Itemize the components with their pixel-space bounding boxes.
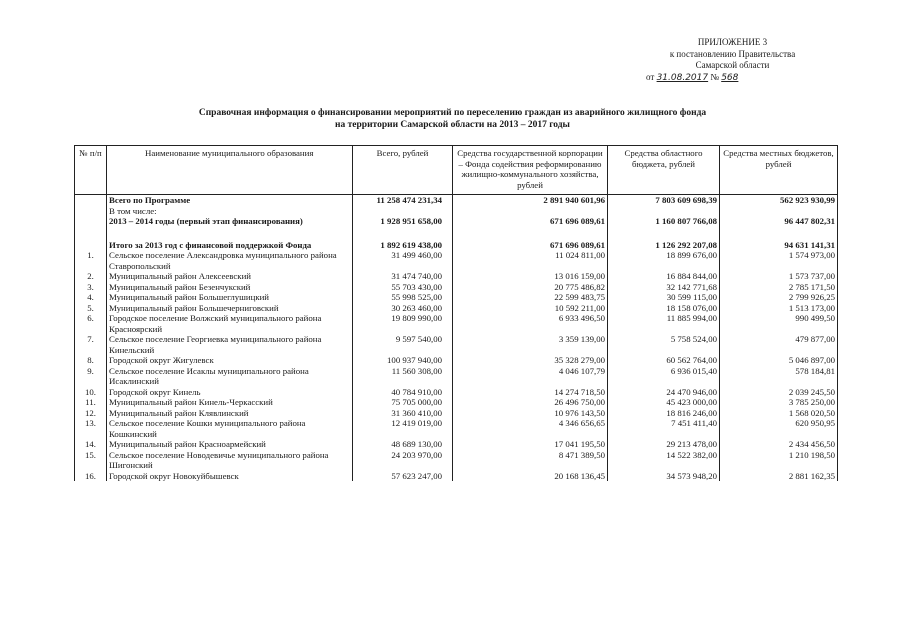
municipality-name: Городской округ Жигулевск bbox=[107, 355, 353, 366]
header-fund: Средства государственной корпорации – Фонда содействия реформированию жилищно-коммунального хозяйства, рублей bbox=[453, 146, 608, 195]
row-fund: 20 168 136,45 bbox=[453, 471, 608, 482]
row-fund: 26 496 750,00 bbox=[453, 397, 608, 408]
row-number: 10. bbox=[75, 387, 107, 398]
title-line-1: Справочная информация о финансировании мероприятий по переселению граждан из аварийного жилищного фонда bbox=[198, 108, 707, 118]
row-number: 14. bbox=[75, 439, 107, 450]
row-total: 31 499 460,00 bbox=[353, 250, 453, 271]
row-total: 55 998 525,00 bbox=[353, 292, 453, 303]
row-number: 2. bbox=[75, 271, 107, 282]
table-row bbox=[75, 334, 838, 355]
municipality-name: Городское поселение Волжский муниципального района Красноярский bbox=[107, 313, 353, 334]
summary-local: 562 923 930,99 bbox=[720, 195, 838, 206]
table-row bbox=[75, 355, 838, 366]
summary-total: 1 892 619 438,00 bbox=[353, 240, 453, 251]
table-row bbox=[75, 408, 838, 419]
row-total: 30 263 460,00 bbox=[353, 303, 453, 314]
row-total: 11 560 308,00 bbox=[353, 366, 453, 387]
appendix-date-line bbox=[640, 72, 825, 85]
number-prefix: № bbox=[710, 71, 719, 82]
summary-name: Всего по Программе bbox=[107, 195, 353, 206]
summary-local: 96 447 802,31 bbox=[720, 216, 838, 227]
title-line-2: на территории Самарской области на 2013 – 2017 годы bbox=[335, 120, 570, 130]
row-local: 1 573 737,00 bbox=[720, 271, 838, 282]
row-local: 2 039 245,50 bbox=[720, 387, 838, 398]
row-total: 100 937 940,00 bbox=[353, 355, 453, 366]
municipality-name: Муниципальный район Безенчукский bbox=[107, 282, 353, 293]
handwritten-date: 31.08.2017 bbox=[656, 72, 709, 83]
row-number: 6. bbox=[75, 313, 107, 334]
row-fund: 8 471 389,50 bbox=[453, 450, 608, 471]
row-local: 620 950,95 bbox=[720, 418, 838, 439]
handwritten-number: 568 bbox=[721, 72, 739, 83]
row-local: 1 574 973,00 bbox=[720, 250, 838, 271]
table-row bbox=[75, 250, 838, 271]
row-local: 5 046 897,00 bbox=[720, 355, 838, 366]
row-number: 12. bbox=[75, 408, 107, 419]
header-name: Наименование муниципального образования bbox=[107, 146, 353, 195]
table-row bbox=[75, 387, 838, 398]
summary-fund: 671 696 089,61 bbox=[453, 216, 608, 227]
row-local: 1 568 020,50 bbox=[720, 408, 838, 419]
municipality-name: Городской округ Кинель bbox=[107, 387, 353, 398]
summary-row-total bbox=[75, 195, 838, 206]
municipality-name: Муниципальный район Алексеевский bbox=[107, 271, 353, 282]
row-number: 3. bbox=[75, 282, 107, 293]
summary-regional: 1 126 292 207,08 bbox=[608, 240, 720, 251]
row-fund: 3 359 139,00 bbox=[453, 334, 608, 355]
row-local: 2 881 162,35 bbox=[720, 471, 838, 482]
summary-row-2013 bbox=[75, 240, 838, 251]
row-regional: 18 158 076,00 bbox=[608, 303, 720, 314]
row-total: 55 703 430,00 bbox=[353, 282, 453, 293]
row-regional: 18 816 246,00 bbox=[608, 408, 720, 419]
appendix-block bbox=[640, 37, 825, 84]
table-row bbox=[75, 313, 838, 334]
summary-local: 94 631 141,31 bbox=[720, 240, 838, 251]
row-local: 2 785 171,50 bbox=[720, 282, 838, 293]
summary-total: 11 258 474 231,34 bbox=[353, 195, 453, 206]
row-fund: 4 346 656,65 bbox=[453, 418, 608, 439]
summary-row-stage1 bbox=[75, 216, 838, 227]
municipality-name: Сельское поселение Кошки муниципального района Кошкинский bbox=[107, 418, 353, 439]
header-regional: Средства областного бюджета, рублей bbox=[608, 146, 720, 195]
spacer-row bbox=[75, 227, 838, 240]
row-total: 9 597 540,00 bbox=[353, 334, 453, 355]
row-fund: 10 592 211,00 bbox=[453, 303, 608, 314]
summary-fund: 2 891 940 601,96 bbox=[453, 195, 608, 206]
row-number: 5. bbox=[75, 303, 107, 314]
row-fund: 17 041 195,50 bbox=[453, 439, 608, 450]
row-regional: 24 470 946,00 bbox=[608, 387, 720, 398]
row-local: 1 513 173,00 bbox=[720, 303, 838, 314]
row-number: 11. bbox=[75, 397, 107, 408]
row-fund: 13 016 159,00 bbox=[453, 271, 608, 282]
table-row bbox=[75, 282, 838, 293]
municipality-name: Муниципальный район Большечерниговский bbox=[107, 303, 353, 314]
row-number: 15. bbox=[75, 450, 107, 471]
row-regional: 30 599 115,00 bbox=[608, 292, 720, 303]
header-total: Всего, рублей bbox=[353, 146, 453, 195]
row-local: 1 210 198,50 bbox=[720, 450, 838, 471]
row-total: 40 784 910,00 bbox=[353, 387, 453, 398]
row-regional: 18 899 676,00 bbox=[608, 250, 720, 271]
appendix-decree-line: к постановлению Правительства bbox=[669, 48, 796, 59]
header-num: № п/п bbox=[75, 146, 107, 195]
row-total: 19 809 990,00 bbox=[353, 313, 453, 334]
row-local: 578 184,81 bbox=[720, 366, 838, 387]
summary-name: В том числе: bbox=[107, 206, 353, 217]
row-total: 31 360 410,00 bbox=[353, 408, 453, 419]
summary-row-including bbox=[75, 206, 838, 217]
table-row bbox=[75, 292, 838, 303]
row-regional: 45 423 000,00 bbox=[608, 397, 720, 408]
table-row bbox=[75, 450, 838, 471]
row-regional: 5 758 524,00 bbox=[608, 334, 720, 355]
row-fund: 11 024 811,00 bbox=[453, 250, 608, 271]
table-header bbox=[75, 146, 838, 195]
row-regional: 7 451 411,40 bbox=[608, 418, 720, 439]
row-number: 7. bbox=[75, 334, 107, 355]
row-regional: 14 522 382,00 bbox=[608, 450, 720, 471]
summary-regional: 1 160 807 766,08 bbox=[608, 216, 720, 227]
row-number: 8. bbox=[75, 355, 107, 366]
municipality-rows bbox=[75, 250, 838, 481]
row-local: 2 434 456,50 bbox=[720, 439, 838, 450]
row-number: 1. bbox=[75, 250, 107, 271]
row-fund: 6 933 496,50 bbox=[453, 313, 608, 334]
row-fund: 10 976 143,50 bbox=[453, 408, 608, 419]
row-regional: 11 885 994,00 bbox=[608, 313, 720, 334]
summary-name: Итого за 2013 год с финансовой поддержкой Фонда bbox=[107, 240, 353, 251]
row-number: 16. bbox=[75, 471, 107, 482]
row-regional: 6 936 015,40 bbox=[608, 366, 720, 387]
municipality-name: Муниципальный район Кинель-Черкасский bbox=[107, 397, 353, 408]
municipality-name: Муниципальный район Большеглушицкий bbox=[107, 292, 353, 303]
row-fund: 22 599 483,75 bbox=[453, 292, 608, 303]
row-regional: 60 562 764,00 bbox=[608, 355, 720, 366]
row-total: 12 419 019,00 bbox=[353, 418, 453, 439]
row-regional: 29 213 478,00 bbox=[608, 439, 720, 450]
municipality-name: Сельское поселение Новодевичье муниципального района Шигонский bbox=[107, 450, 353, 471]
row-total: 24 203 970,00 bbox=[353, 450, 453, 471]
row-fund: 4 046 107,79 bbox=[453, 366, 608, 387]
table-row bbox=[75, 366, 838, 387]
row-fund: 14 274 718,50 bbox=[453, 387, 608, 398]
financing-table bbox=[74, 145, 838, 481]
summary-name: 2013 – 2014 годы (первый этап финансирования) bbox=[107, 216, 353, 227]
row-fund: 20 775 486,82 bbox=[453, 282, 608, 293]
summary-fund: 671 696 089,61 bbox=[453, 240, 608, 251]
table-row bbox=[75, 303, 838, 314]
municipality-name: Сельское поселение Александровка муниципального района Ставропольский bbox=[107, 250, 353, 271]
row-local: 3 785 250,00 bbox=[720, 397, 838, 408]
header-local: Средства местных бюджетов, рублей bbox=[720, 146, 838, 195]
row-fund: 35 328 279,00 bbox=[453, 355, 608, 366]
row-local: 479 877,00 bbox=[720, 334, 838, 355]
row-regional: 16 884 844,00 bbox=[608, 271, 720, 282]
row-number: 9. bbox=[75, 366, 107, 387]
appendix-region-line: Самарской области bbox=[695, 60, 770, 70]
table-row bbox=[75, 439, 838, 450]
row-total: 31 474 740,00 bbox=[353, 271, 453, 282]
appendix-title: ПРИЛОЖЕНИЕ 3 bbox=[697, 37, 768, 47]
document-title bbox=[0, 107, 905, 131]
municipality-name: Сельское поселение Исаклы муниципального района Исаклинский bbox=[107, 366, 353, 387]
table-row bbox=[75, 271, 838, 282]
row-total: 75 705 000,00 bbox=[353, 397, 453, 408]
row-total: 57 623 247,00 bbox=[353, 471, 453, 482]
row-local: 2 799 926,25 bbox=[720, 292, 838, 303]
municipality-name: Муниципальный район Клявлинский bbox=[107, 408, 353, 419]
row-number: 4. bbox=[75, 292, 107, 303]
row-regional: 34 573 948,20 bbox=[608, 471, 720, 482]
table-row bbox=[75, 418, 838, 439]
row-regional: 32 142 771,68 bbox=[608, 282, 720, 293]
summary-total: 1 928 951 658,00 bbox=[353, 216, 453, 227]
municipality-name: Сельское поселение Георгиевка муниципального района Кинельский bbox=[107, 334, 353, 355]
table-row bbox=[75, 397, 838, 408]
municipality-name: Городской округ Новокуйбышевск bbox=[107, 471, 353, 482]
municipality-name: Муниципальный район Красноармейский bbox=[107, 439, 353, 450]
table-row bbox=[75, 471, 838, 482]
row-total: 48 689 130,00 bbox=[353, 439, 453, 450]
row-number: 13. bbox=[75, 418, 107, 439]
table-body bbox=[75, 195, 838, 251]
row-local: 990 499,50 bbox=[720, 313, 838, 334]
summary-regional: 7 803 609 698,39 bbox=[608, 195, 720, 206]
date-prefix: от bbox=[646, 71, 655, 82]
